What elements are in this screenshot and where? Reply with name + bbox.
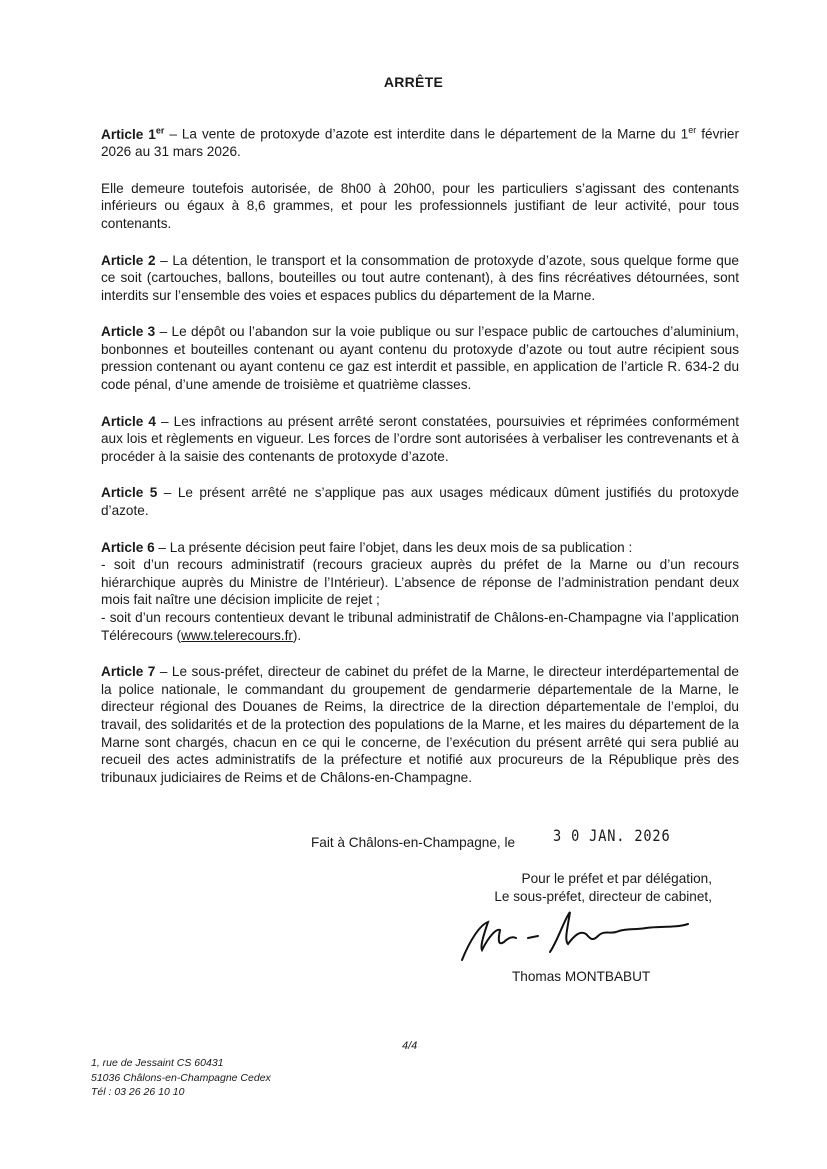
signer-name: Thomas MONTBABUT [512, 969, 651, 984]
article-4: Article 4 – Les infractions au présent arrêté seront constatées, poursuivies et réprimées conformément aux lois et règlements en vigueur. Les forces de l’ordre sont autorisées à verbaliser les contrevenants et à procéder à la saisie des contenants de protoxyde d’azote. [101, 413, 739, 464]
address-line-1: 1, rue de Jessaint CS 60431 [91, 1057, 224, 1069]
document-title: ARRÊTE [383, 74, 444, 90]
article-1: Article 1er – La vente de protoxyde d’azote est interdite dans le département de la Marne du 1er février 2026 au 31 mars 2026. [101, 125, 740, 160]
article-6-item-1: - soit d’un recours administratif (recours gracieux auprès du préfet de la Marne ou d’un recours hiérarchique auprès du Ministre de l’Intérieur). L’absence de réponse de l’administration pendant deux mois fait naître une décision implicite de rejet ; [101, 557, 739, 608]
article-6-item-2: - soit d’un recours contentieux devant le tribunal administratif de Châlons-en-Champagne via l’application Télérecours (www.telerecours.fr). [101, 610, 739, 643]
article-4-label: Article 4 [101, 413, 156, 429]
article-7-label: Article 7 [101, 664, 156, 680]
article-3: Article 3 – Le dépôt ou l’abandon sur la voie publique ou sur l’espace public de cartouches d’aluminium, bonbonnes et bouteilles contenant ou ayant contenu du protoxyde d’azote ou tout autre récipient sous pression contenant ou ayant contenu ce gaz est interdit et passible, en application de l’article R. 634-2 du code pénal, d’une amende de troisième et quatrième classes. [101, 324, 739, 393]
signature-place: Fait à Châlons-en-Champagne, le [311, 835, 516, 850]
article-3-label: Article 3 [101, 324, 156, 340]
article-1-label: Article 1er [101, 125, 165, 142]
article-2-label: Article 2 [101, 252, 156, 268]
document-body [101, 122, 739, 805]
article-6: Article 6 – La présente décision peut faire l’objet, dans les deux mois de sa publication : [101, 539, 633, 555]
article-2: Article 2 – La détention, le transport et la consommation de protoxyde d’azote, sous quelque forme que ce soit (cartouches, ballons, bouteilles ou tout autre contenant), à des fins récréatives détournées, sont interdits sur l’ensemble des voies et espaces publics du département de la Marne. [101, 252, 739, 303]
date-stamp: 3 0 JAN. 2026 [553, 826, 671, 845]
delegation-line-2: Le sous-préfet, directeur de cabinet, [494, 889, 712, 904]
address-line-2: 51036 Châlons-en-Champagne Cedex [91, 1071, 271, 1084]
telerecours-link[interactable]: www.telerecours.fr [181, 627, 293, 643]
delegation-line-1: Pour le préfet et par délégation, [521, 871, 712, 886]
phone-number: Tél : 03 26 26 10 10 [91, 1086, 185, 1098]
article-1-paragraph-2: Elle demeure toutefois autorisée, de 8h00 à 20h00, pour les particuliers s’agissant des contenants inférieurs ou égaux à 8,6 grammes, et pour les professionnels justifiant de leur activité, pour tous contenants. [101, 180, 739, 231]
handwritten-signature [440, 900, 710, 970]
article-5: Article 5 – Le présent arrêté ne s’applique pas aux usages médicaux dûment justifiés du protoxyde d’azote. [101, 485, 739, 519]
article-6-label: Article 6 [101, 539, 155, 555]
footer-address [91, 1056, 271, 1100]
article-5-label: Article 5 [101, 485, 158, 501]
article-7: Article 7 – Le sous-préfet, directeur de cabinet du préfet de la Marne, le directeur interdépartemental de la police nationale, le commandant du groupement de gendarmerie départementale de la Marne, le directeur régional des Douanes de Reims, la directrice de la direction départementale de l’emploi, du travail, des solidarités et de la protection des populations de la Marne, et les maires du département de la Marne sont chargés, chacun en ce qui le concerne, de l’exécution du présent arrêté qui sera publié au recueil des actes administratifs de la préfecture et notifié aux procureurs de la République près des tribunaux judiciaires de Reims et de Châlons-en-Champagne. [101, 664, 739, 785]
page-number: 4/4 [402, 1040, 418, 1052]
